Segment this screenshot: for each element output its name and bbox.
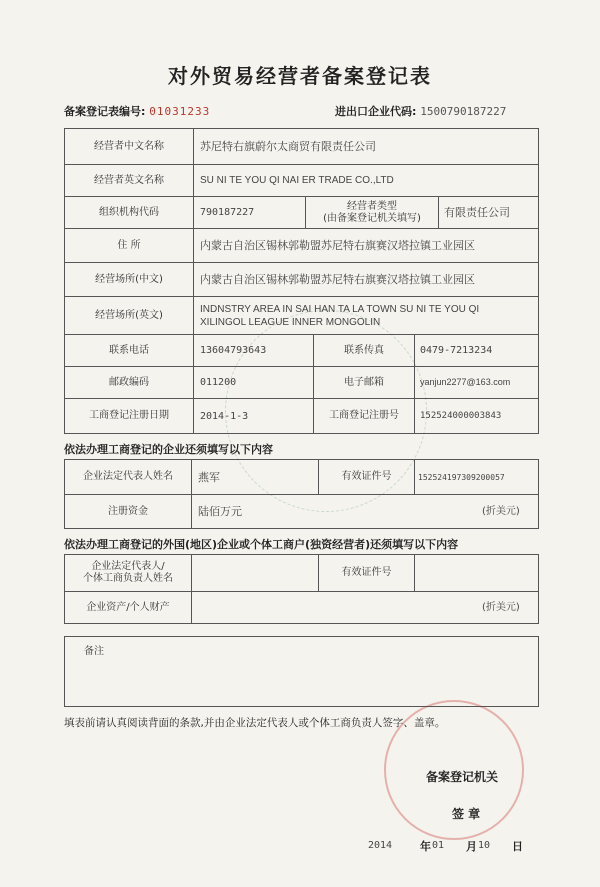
capital-label: 注册资金 <box>108 505 148 517</box>
year-label: 年 <box>420 840 431 853</box>
authority-label: 备案登记机关 <box>426 770 499 784</box>
operator-type-label: 经营者类型 (由备案登记机关填写) <box>323 200 421 224</box>
phone-label: 联系电话 <box>109 344 149 356</box>
issue-month: 01 <box>432 840 445 851</box>
business-reg-no-label: 工商登记注册号 <box>329 410 399 421</box>
registration-number: 备案登记表编号: 01031233 <box>64 105 211 118</box>
postal-label: 邮政编码 <box>109 376 149 388</box>
postal-value: 011200 <box>200 377 237 388</box>
name-cn-label: 经营者中文名称 <box>94 140 164 152</box>
month-label: 月 <box>466 840 477 853</box>
id-label: 有效证件号 <box>341 471 392 482</box>
foreign-id-label: 有效证件号 <box>341 567 392 578</box>
issue-day: 10 <box>478 840 491 851</box>
section2-heading: 依法办理工商登记的企业还须填写以下内容 <box>64 443 273 456</box>
capital-currency: (折美元) <box>482 506 520 517</box>
reg-date-label: 工商登记注册日期 <box>89 410 169 421</box>
remarks-label: 备注 <box>84 646 104 657</box>
signature-seal-label: 签 章 <box>452 807 481 821</box>
day-label: 日 <box>512 840 523 853</box>
place-cn-label: 经营场所(中文) <box>95 273 163 285</box>
org-code-label: 组织机构代码 <box>99 206 159 218</box>
email-value: yanjun2277@163.com <box>420 377 511 387</box>
assets-label: 企业资产/个人财产 <box>86 601 170 613</box>
assets-currency: (折美元) <box>482 602 520 613</box>
section3-heading: 依法办理工商登记的外国(地区)企业或个体工商户(独资经营者)还须填写以下内容 <box>64 538 459 551</box>
org-code-value: 790187227 <box>200 207 255 218</box>
fax-label: 联系传真 <box>344 344 384 356</box>
capital-value: 陆佰万元 <box>198 505 242 518</box>
foreign-rep-label: 企业法定代表人/ 个体工商负责人姓名 <box>83 561 173 584</box>
residence-value: 内蒙古自治区锡林郭勒盟苏尼特右旗赛汉塔拉镇工业园区 <box>200 239 475 252</box>
reg-date-value: 2014-1-3 <box>200 410 249 422</box>
email-label: 电子邮箱 <box>344 376 384 388</box>
legal-rep-label: 企业法定代表人姓名 <box>83 471 173 482</box>
business-reg-no-value: 152524000003843 <box>420 410 502 421</box>
place-en-label: 经营场所(英文) <box>95 309 163 321</box>
fax-value: 0479-7213234 <box>420 345 493 356</box>
legal-rep-value: 燕军 <box>198 470 220 484</box>
place-en-value: INDNSTRY AREA IN SAI HAN TA LA TOWN SU NI TE YOU QI XILINGOL LEAGUE INNER MONGOLIN <box>200 303 480 328</box>
issue-year: 2014 <box>368 840 393 851</box>
place-cn-value: 内蒙古自治区锡林郭勒盟苏尼特右旗赛汉塔拉镇工业园区 <box>200 273 475 286</box>
name-en-label: 经营者英文名称 <box>94 174 164 186</box>
operator-type-value: 有限责任公司 <box>444 206 510 219</box>
name-en-value: SU NI TE YOU QI NAI ER TRADE CO.,LTD <box>200 175 394 186</box>
import-export-code: 进出口企业代码: 1500790187227 <box>335 105 507 118</box>
phone-value: 13604793643 <box>200 345 267 356</box>
residence-label: 住 所 <box>117 239 141 251</box>
id-value: 152524197309200057 <box>418 472 505 482</box>
instructions-note: 填表前请认真阅读背面的条款,并由企业法定代表人或个体工商负责人签字、盖章。 <box>64 717 446 729</box>
document-title: 对外贸易经营者备案登记表 <box>168 64 432 88</box>
name-cn-value: 苏尼特右旗蔚尔太商贸有限责任公司 <box>200 140 376 153</box>
